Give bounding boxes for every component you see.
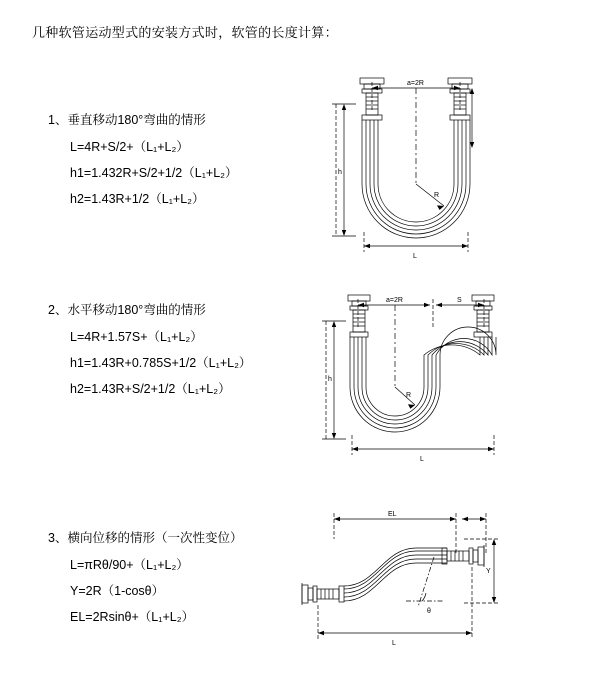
diagram-3-label-angle: θ	[427, 608, 431, 615]
section-3-formula-1: L=πRθ/90+（L₁+L₂）	[70, 558, 189, 572]
section-1-title: 1、垂直移动180°弯曲的情形	[48, 113, 206, 127]
section-1	[48, 110, 238, 215]
diagram-1-svg	[312, 64, 497, 264]
diagram-3-label-length: L	[392, 640, 396, 647]
section-2-formula-3: h2=1.43R+S/2+1/2（L₁+L₂）	[70, 382, 231, 396]
section-2-title: 2、水平移动180°弯曲的情形	[48, 303, 206, 317]
diagram-1-label-height: h	[338, 169, 342, 176]
section-3-title: 3、横向位移的情形（一次性变位）	[48, 531, 243, 545]
diagram-1-label-radius: R	[434, 192, 440, 199]
diagram-2-label-radius: R	[406, 392, 412, 399]
diagram-horizontal-180-bend	[312, 283, 502, 473]
diagram-3-svg	[296, 505, 501, 650]
diagram-lateral-offset	[296, 505, 501, 650]
diagram-3-label-top: EL	[388, 511, 397, 518]
diagram-vertical-180-bend	[312, 64, 497, 264]
section-2-formula-2: h1=1.43R+0.785S+1/2（L₁+L₂）	[70, 356, 252, 370]
diagram-2-label-top2: S	[457, 297, 462, 304]
diagram-2-label-height: h	[328, 376, 332, 383]
diagram-2-label-top: a=2R	[386, 297, 403, 304]
section-1-formula-2: h1=1.432R+S/2+1/2（L₁+L₂）	[70, 166, 238, 180]
section-2	[48, 300, 251, 405]
diagram-1-label-length: L	[413, 253, 417, 260]
diagram-3-label-y: Y	[486, 568, 491, 575]
diagram-2-label-length: L	[420, 456, 424, 463]
section-3-formula-3: EL=2Rsinθ+（L₁+L₂）	[70, 610, 195, 624]
page-title: 几种软管运动型式的安装方式时，软管的长度计算：	[32, 25, 338, 40]
diagram-2-svg	[312, 283, 502, 473]
section-3	[48, 528, 242, 633]
diagram-1-label-top: a=2R	[407, 80, 424, 87]
section-2-formula-1: L=4R+1.57S+（L₁+L₂）	[70, 330, 203, 344]
section-1-formula-1: L=4R+S/2+（L₁+L₂）	[70, 140, 189, 154]
section-1-formula-3: h2=1.43R+1/2（L₁+L₂）	[70, 192, 205, 206]
section-3-formula-2: Y=2R（1-cosθ）	[70, 584, 165, 598]
